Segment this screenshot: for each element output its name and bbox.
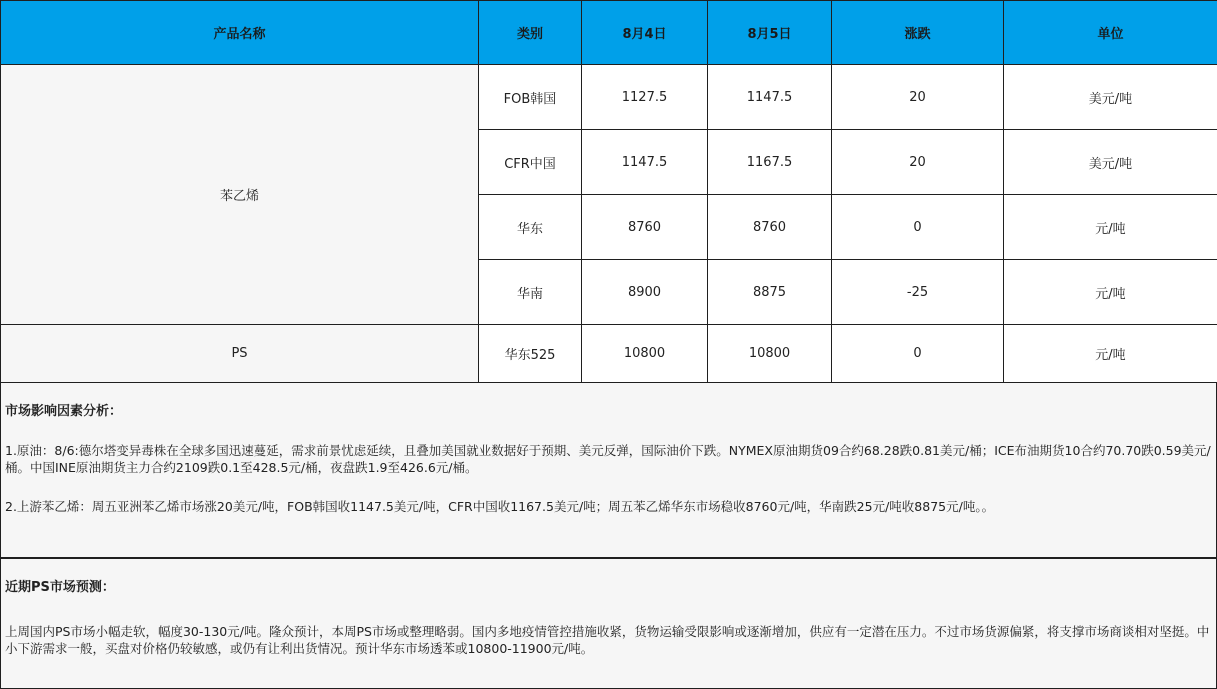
forecast-paragraph: 上周国内PS市场小幅走软，幅度30-130元/吨。隆众预计，本周PS市场或整理略弱。国内多地疫情管控措施收紧，货物运输受限影响或逐渐增加，供应有一定潜在压力。不过市场货源偏紧，将支撑市场商谈相对坚挺。中小下游需求一般，买盘对价格仍较敏感，或仍有让利出货情况。预计华东市场透苯或10800-11900元/吨。 — [5, 624, 1210, 656]
header-aug4: 8月4日 — [582, 1, 708, 65]
aug5-cell: 10800 — [708, 325, 832, 383]
header-aug5: 8月5日 — [708, 1, 832, 65]
aug4-cell: 8760 — [582, 195, 708, 260]
analysis-paragraph-crude: 1.原油：8/6:德尔塔变异毒株在全球多国迅速蔓延，需求前景忧虑延续，且叠加美国就业数据好于预期、美元反弹，国际油价下跌。NYMEX原油期货09合约68.28跌0.81美元/桶；ICE布油期货10合约70.70跌0.59美元/桶。中国INE原油期货主力合约2109跌0.1至428.5元/桶，夜盘跌1.9至426.6元/桶。 — [5, 443, 1211, 475]
unit-cell: 美元/吨 — [1004, 65, 1217, 130]
aug4-cell: 10800 — [582, 325, 708, 383]
category-cell: 华东 — [479, 195, 582, 260]
header-product-name: 产品名称 — [1, 1, 479, 65]
aug4-cell: 1147.5 — [582, 130, 708, 195]
aug5-cell: 8875 — [708, 260, 832, 325]
header-unit: 单位 — [1004, 1, 1217, 65]
aug4-cell: 8900 — [582, 260, 708, 325]
unit-cell: 元/吨 — [1004, 195, 1217, 260]
change-cell: 20 — [832, 130, 1004, 195]
change-cell: 0 — [832, 325, 1004, 383]
category-cell: 华南 — [479, 260, 582, 325]
unit-cell: 元/吨 — [1004, 260, 1217, 325]
product-cell: PS — [1, 325, 479, 383]
product-cell: 苯乙烯 — [1, 65, 479, 325]
forecast-section — [0, 558, 1217, 689]
aug4-cell: 1127.5 — [582, 65, 708, 130]
analysis-title: 市场影响因素分析： — [5, 404, 123, 419]
table-row — [1, 65, 1217, 130]
change-cell: 20 — [832, 65, 1004, 130]
aug5-cell: 1167.5 — [708, 130, 832, 195]
aug5-cell: 8760 — [708, 195, 832, 260]
change-cell: 0 — [832, 195, 1004, 260]
table-row — [1, 325, 1217, 383]
forecast-title: 近期PS市场预测： — [5, 580, 115, 595]
market-analysis-section — [0, 383, 1217, 558]
category-cell: CFR中国 — [479, 130, 582, 195]
header-category: 类别 — [479, 1, 582, 65]
category-cell: 华东525 — [479, 325, 582, 383]
analysis-paragraph-styrene: 2.上游苯乙烯：周五亚洲苯乙烯市场涨20美元/吨，FOB韩国收1147.5美元/吨，CFR中国收1167.5美元/吨；周五苯乙烯华东市场稳收8760元/吨，华南跌25元/吨收8875元/吨。。 — [5, 499, 995, 514]
unit-cell: 元/吨 — [1004, 325, 1217, 383]
change-cell: -25 — [832, 260, 1004, 325]
aug5-cell: 1147.5 — [708, 65, 832, 130]
unit-cell: 美元/吨 — [1004, 130, 1217, 195]
category-cell: FOB韩国 — [479, 65, 582, 130]
header-row — [1, 1, 1217, 65]
header-change: 涨跌 — [832, 1, 1004, 65]
